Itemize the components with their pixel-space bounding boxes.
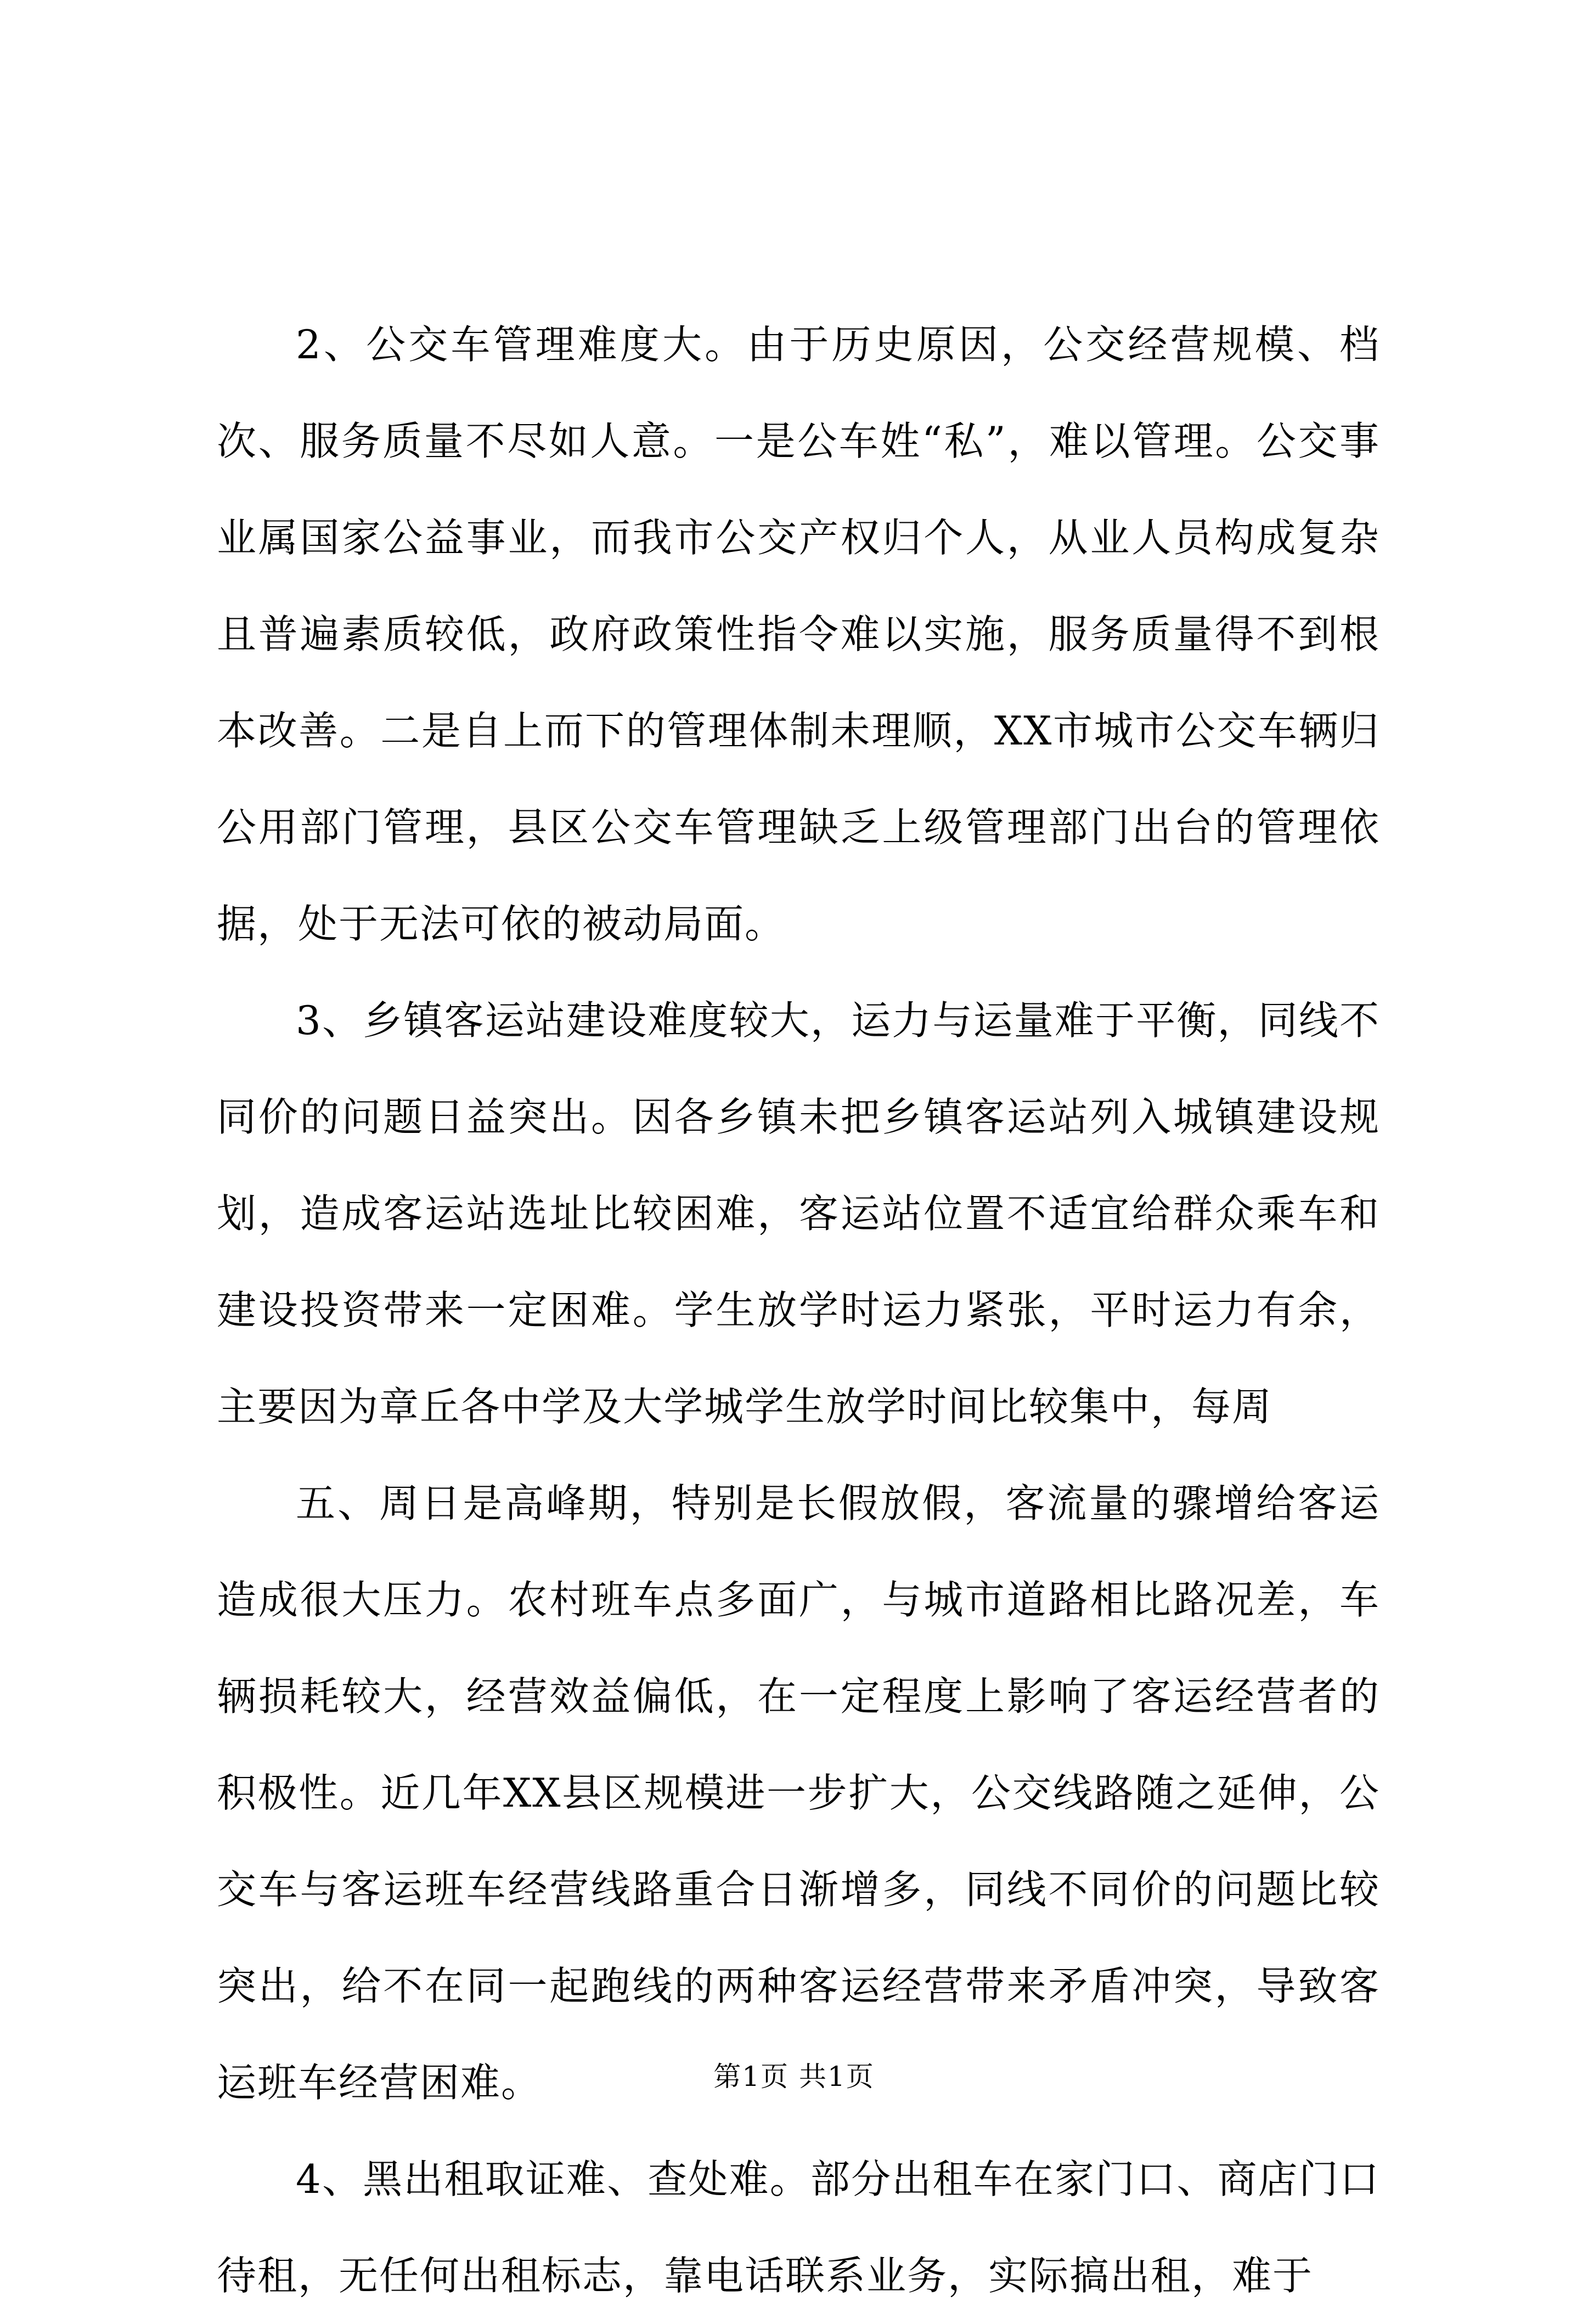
paragraph-3: 五、周日是高峰期，特别是长假放假，客流量的骤增给客运造成很大压力。农村班车点多面广，与城市道路相比路况差，车辆损耗较大，经营效益偏低，在一定程度上影响了客运经营者的积极性。近几年XX县区规模进一步扩大，公交线路随之延伸，公交车与客运班车经营线路重合日渐增多，同线不同价的问题比较突出，给不在同一起跑线的两种客运经营带来矛盾冲突，导致客运班车经营困难。 bbox=[217, 1480, 1380, 2106]
paragraph-1: 2、公交车管理难度大。由于历史原因，公交经营规模、档次、服务质量不尽如人意。一是公车姓“私”，难以管理。公交事业属国家公益事业，而我市公交产权归个人，从业人员构成复杂且普遍素质较低，政府政策性指令难以实施，服务质量得不到根本改善。二是自上而下的管理体制未理顺，XX市城市公交车辆归公用部门管理，县区公交车管理缺乏上级管理部门出台的管理依据，处于无法可依的被动局面。 bbox=[217, 321, 1380, 947]
document-body bbox=[217, 296, 1380, 2324]
paragraph-2: 3、乡镇客运站建设难度较大，运力与运量难于平衡，同线不同价的问题日益突出。因各乡镇未把乡镇客运站列入城镇建设规划，造成客运站选址比较困难，客运站位置不适宜给群众乘车和建设投资带来一定困难。学生放学时运力紧张，平时运力有余，主要因为章丘各中学及大学城学生放学时间比较集中，每周 bbox=[217, 997, 1380, 1430]
page-footer: 第1页 共1页 bbox=[713, 2061, 875, 2092]
paragraph-4: 4、黑出租取证难、查处难。部分出租车在家门口、商店门口待租，无任何出租标志，靠电话联系业务，实际搞出租，难于 bbox=[217, 2156, 1380, 2299]
